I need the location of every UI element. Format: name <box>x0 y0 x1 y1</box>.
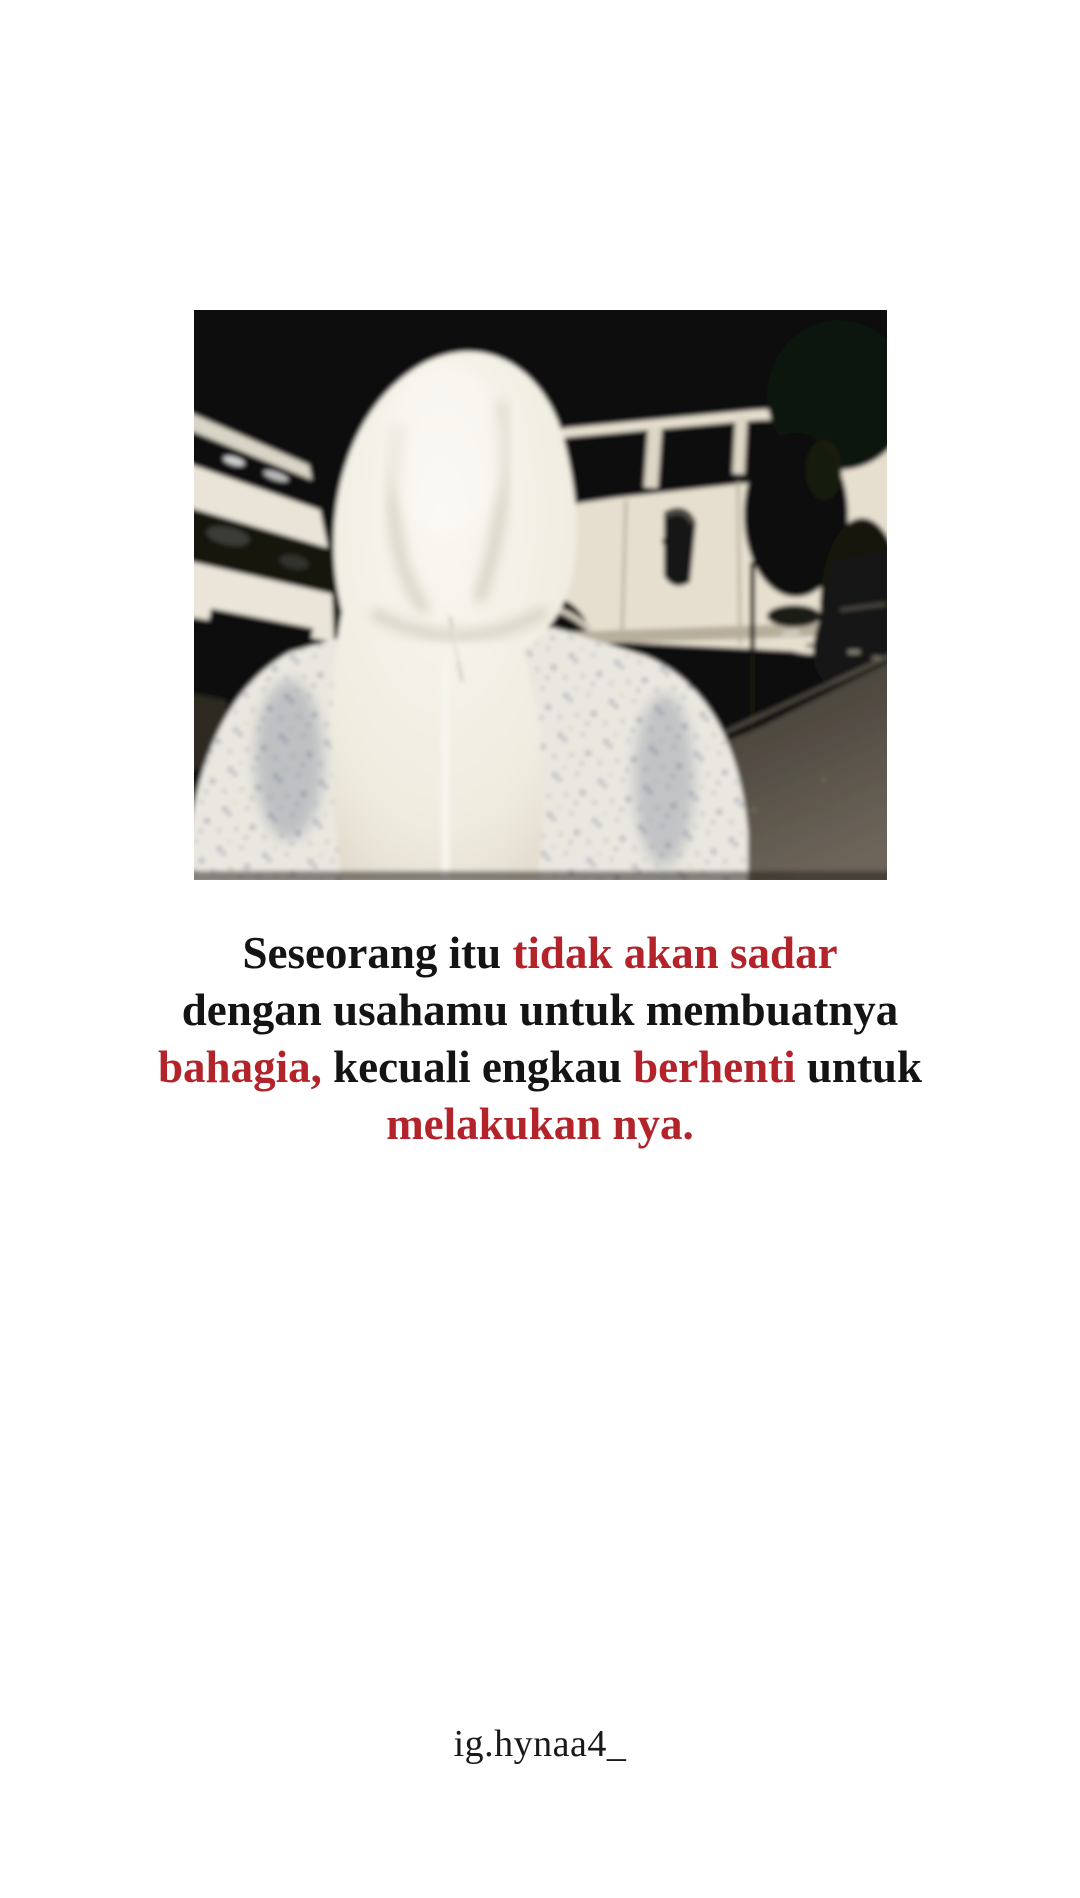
watermark-handle: ig.hynaa4_ <box>453 1723 627 1765</box>
quote-segment: Seseorang itu <box>242 928 513 978</box>
photo-scene <box>194 310 887 880</box>
quote-segment: kecuali engkau <box>321 1042 634 1092</box>
hijab-night-photo <box>194 310 887 880</box>
quote-line-4 <box>30 1096 1050 1153</box>
photo-bottom-shadow <box>194 871 887 880</box>
quote-segment: tidak akan sadar <box>512 928 838 978</box>
quote-segment: untuk <box>795 1042 922 1092</box>
quote-segment: bahagia, <box>158 1042 322 1092</box>
quote-segment: dengan usahamu untuk membuatnya <box>181 985 899 1035</box>
quote-segment: berhenti <box>633 1042 796 1092</box>
white-scarf <box>331 352 576 880</box>
quote-text <box>30 925 1050 1153</box>
quote-line-1 <box>30 925 1050 982</box>
quote-line-3 <box>30 1039 1050 1096</box>
quote-line-2 <box>30 982 1050 1039</box>
quote-segment: melakukan nya. <box>386 1099 694 1149</box>
